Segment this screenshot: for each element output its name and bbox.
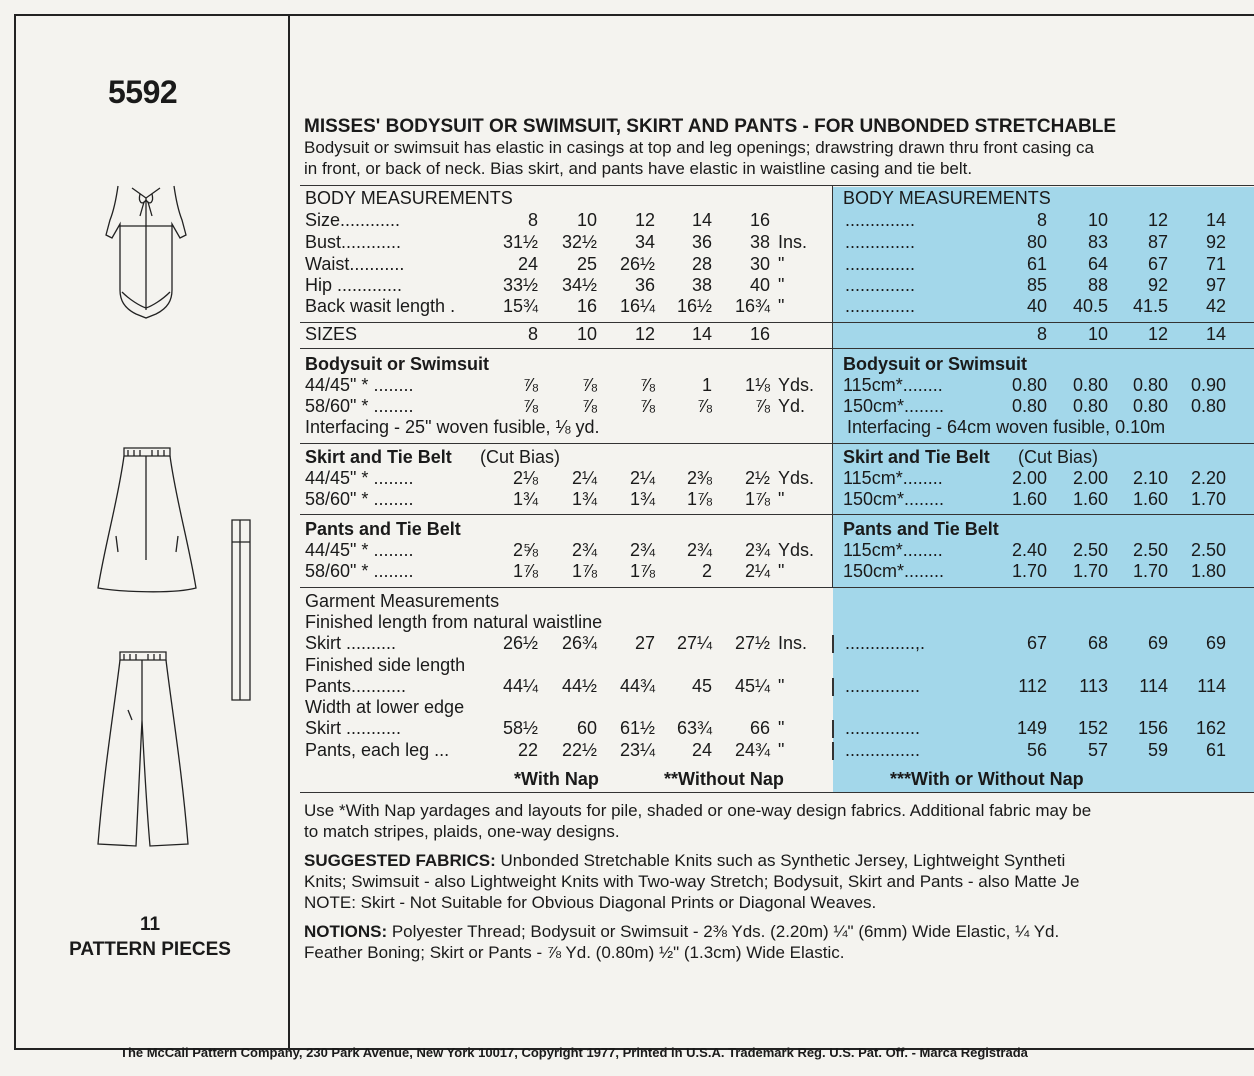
garment-subheading: Finished side length — [305, 655, 466, 675]
sizes-bottom-rule — [300, 348, 1254, 349]
row-label: Hip ............. — [305, 275, 403, 295]
row-dots: .............. — [845, 232, 916, 252]
pattern-number: 5592 — [108, 74, 178, 110]
row-value: 112 — [1018, 676, 1047, 696]
size-value: 12 — [634, 324, 655, 344]
row-value: 59 — [1147, 740, 1168, 760]
row-value: 44¼ — [502, 676, 538, 696]
size-value: 16 — [749, 324, 770, 344]
bodysuit-bottom-rule — [300, 443, 1254, 444]
row-value: 1⅛ — [744, 375, 770, 395]
row-unit: " — [778, 254, 785, 274]
row-value: 1.70 — [1190, 489, 1226, 509]
skirt-heading-note: (Cut Bias) — [1018, 447, 1099, 467]
row-value: 16½ — [676, 296, 712, 316]
bodysuit-heading: Bodysuit or Swimsuit — [305, 354, 490, 374]
row-value: 1.60 — [1072, 489, 1108, 509]
row-dots: ............... — [845, 740, 921, 760]
skirt-heading-note: (Cut Bias) — [480, 447, 561, 467]
row-value: 45 — [691, 676, 712, 696]
table-bottom-border — [300, 792, 1254, 793]
row-value: 2.50 — [1190, 540, 1226, 560]
row-value: 40 — [749, 275, 770, 295]
row-value: 16 — [749, 210, 770, 230]
row-value: 71 — [1205, 254, 1226, 274]
fabrics-text: NOTE: Skirt - Not Suitable for Obvious Diagonal Prints or Diagonal Weaves. — [304, 893, 877, 912]
row-value: 67 — [1147, 254, 1168, 274]
size-value: 8 — [527, 324, 538, 344]
row-dots: ............... — [845, 676, 921, 696]
row-value: 31½ — [502, 232, 538, 252]
row-value: 83 — [1087, 232, 1108, 252]
row-value: 2.50 — [1132, 540, 1168, 560]
row-label: Pants, each leg ... — [305, 740, 450, 760]
row-label: 150cm*........ — [843, 489, 945, 509]
notions-label: NOTIONS: — [304, 922, 388, 941]
with-or-without-nap-label: ***With or Without Nap — [890, 769, 1084, 789]
row-value: 30 — [749, 254, 770, 274]
row-value: 1⅞ — [571, 561, 597, 581]
row-value: 87 — [1147, 232, 1168, 252]
fabrics-text: Unbonded Stretchable Knits such as Synthetic Jersey, Lightweight Syntheti — [495, 851, 1066, 870]
row-value: 1⅞ — [512, 561, 538, 581]
row-unit: Yds. — [778, 540, 815, 560]
row-value: 0.80 — [1072, 375, 1108, 395]
row-value: 1.60 — [1011, 489, 1047, 509]
row-value: 61 — [1026, 254, 1047, 274]
row-label: 58/60" * ........ — [305, 489, 414, 509]
row-value: 10 — [1087, 210, 1108, 230]
size-value: 14 — [1205, 324, 1226, 344]
row-value: 2 — [701, 561, 712, 581]
row-value: 41.5 — [1132, 296, 1168, 316]
row-value: 28 — [691, 254, 712, 274]
row-value: ⅞ — [522, 375, 538, 395]
row-value: 2¾ — [744, 540, 770, 560]
row-value: 2.40 — [1011, 540, 1047, 560]
row-unit: " — [778, 296, 785, 316]
row-value: 0.90 — [1190, 375, 1226, 395]
row-value: 40 — [1026, 296, 1047, 316]
nap-note — [304, 800, 1091, 842]
row-value: 8 — [527, 210, 538, 230]
row-value: ⅞ — [639, 375, 655, 395]
row-value: 61½ — [619, 718, 655, 738]
row-value: 162 — [1195, 718, 1226, 738]
row-unit: " — [778, 275, 785, 295]
row-value: 88 — [1087, 275, 1108, 295]
row-unit: " — [778, 740, 785, 760]
row-value: ⅞ — [581, 375, 597, 395]
row-label: 150cm*........ — [843, 561, 945, 581]
row-value: 63¾ — [676, 718, 712, 738]
row-value: 80 — [1026, 232, 1047, 252]
row-unit: Ins. — [778, 633, 808, 653]
row-value: 16¼ — [619, 296, 655, 316]
row-value: 44½ — [561, 676, 597, 696]
row-value: 0.80 — [1072, 396, 1108, 416]
row-value: 1¾ — [512, 489, 538, 509]
row-label: 150cm*........ — [843, 396, 945, 416]
row-value: 85 — [1026, 275, 1047, 295]
size-value: 12 — [1147, 324, 1168, 344]
row-value: 24 — [517, 254, 538, 274]
bodysuit-heading: Bodysuit or Swimsuit — [843, 354, 1028, 374]
row-value: 156 — [1137, 718, 1168, 738]
body-measurements-header: BODY MEASUREMENTS — [305, 188, 513, 208]
pattern-title: MISSES' BODYSUIT OR SWIMSUIT, SKIRT AND PANTS - FOR UNBONDED STRETCHABLE — [304, 116, 1117, 137]
description-line: Bodysuit or swimsuit has elastic in casings at top and leg openings; drawstring drawn thru front casing ca — [304, 138, 1094, 157]
without-nap-label: **Without Nap — [664, 769, 784, 789]
table-top-border — [300, 185, 1254, 186]
row-value: 1¾ — [629, 489, 655, 509]
row-value: 25 — [576, 254, 597, 274]
skirt-bottom-rule — [300, 514, 1254, 515]
row-value: 15¾ — [502, 296, 538, 316]
row-unit: " — [778, 718, 785, 738]
row-value: 34 — [634, 232, 655, 252]
row-dots: ............... — [845, 718, 921, 738]
row-value: 2⅜ — [686, 468, 712, 488]
row-value: ⅞ — [581, 396, 597, 416]
row-label: Skirt ........... — [305, 718, 402, 738]
pattern-notes — [304, 800, 1091, 971]
row-value: 14 — [1205, 210, 1226, 230]
row-label: 115cm*........ — [843, 375, 943, 395]
row-value: 1⅞ — [629, 561, 655, 581]
sizes-label: SIZES — [305, 324, 358, 344]
description-line: in front, or back of neck. Bias skirt, and pants have elastic in waistline casing and tie belt. — [304, 159, 973, 178]
pieces-count: 11 — [139, 914, 161, 935]
row-value: 1.70 — [1072, 561, 1108, 581]
row-value: 12 — [1147, 210, 1168, 230]
row-value: 38 — [691, 275, 712, 295]
row-label: 58/60" * ........ — [305, 396, 414, 416]
garment-sketches — [80, 180, 270, 880]
row-value: 24¾ — [734, 740, 770, 760]
pants-sketch — [98, 652, 188, 846]
row-label: Size............ — [305, 210, 401, 230]
table-middle-border — [832, 185, 833, 588]
notions-text: Polyester Thread; Bodysuit or Swimsuit - 2⅜ Yds. (2.20m) ¼" (6mm) Wide Elastic, ¼ Yd. — [387, 922, 1060, 941]
column-tick — [832, 720, 834, 738]
row-value: 2½ — [744, 468, 770, 488]
row-value: 2.10 — [1132, 468, 1168, 488]
row-value: 27¼ — [676, 633, 712, 653]
row-value: 23¼ — [619, 740, 655, 760]
row-label: 44/45" * ........ — [305, 540, 414, 560]
row-value: 12 — [634, 210, 655, 230]
skirt-sketch — [98, 448, 196, 592]
row-value: 0.80 — [1190, 396, 1226, 416]
row-dots: .............. — [845, 275, 916, 295]
row-value: 114 — [1197, 676, 1226, 696]
row-value: 61 — [1205, 740, 1226, 760]
row-value: ⅞ — [696, 396, 712, 416]
size-value: 10 — [1087, 324, 1108, 344]
row-value: 14 — [691, 210, 712, 230]
row-value: 1.60 — [1132, 489, 1168, 509]
row-value: 152 — [1077, 718, 1108, 738]
row-unit: Yd. — [778, 396, 806, 416]
row-value: 26½ — [619, 254, 655, 274]
row-value: 40.5 — [1072, 296, 1108, 316]
row-value: 8 — [1036, 210, 1047, 230]
row-value: 0.80 — [1132, 396, 1168, 416]
row-value: 36 — [634, 275, 655, 295]
row-value: 1¾ — [571, 489, 597, 509]
row-value: 22 — [517, 740, 538, 760]
row-value: 10 — [576, 210, 597, 230]
row-unit: Yds. — [778, 468, 815, 488]
row-value: 2¼ — [571, 468, 597, 488]
row-label: 115cm*........ — [843, 468, 943, 488]
row-value: 45¼ — [734, 676, 770, 696]
garment-heading: Garment Measurements — [305, 591, 500, 611]
row-value: 114 — [1139, 676, 1168, 696]
row-value: 27 — [634, 633, 655, 653]
row-value: 2⅝ — [512, 540, 538, 560]
row-value: 34½ — [561, 275, 597, 295]
row-unit: " — [778, 561, 785, 581]
row-value: 2.00 — [1072, 468, 1108, 488]
row-value: 67 — [1026, 633, 1047, 653]
sizes-top-rule — [300, 322, 1254, 323]
row-value: 92 — [1205, 232, 1226, 252]
row-value: 0.80 — [1011, 396, 1047, 416]
row-label: Bust............ — [305, 232, 402, 252]
column-tick — [832, 678, 834, 696]
row-value: 2¼ — [629, 468, 655, 488]
row-value: 1.70 — [1011, 561, 1047, 581]
row-unit: Ins. — [778, 232, 808, 252]
row-value: 1 — [701, 375, 712, 395]
nap-note-line: Use *With Nap yardages and layouts for pile, shaded or one-way design fabrics. Additional fabric may be — [304, 801, 1092, 820]
row-value: 2¾ — [629, 540, 655, 560]
row-value: ⅞ — [522, 396, 538, 416]
skirt-heading: Skirt and Tie Belt — [305, 447, 452, 467]
pants-bottom-rule — [300, 587, 1254, 588]
row-value: 16 — [576, 296, 597, 316]
row-value: 26¾ — [561, 633, 597, 653]
row-unit: " — [778, 676, 785, 696]
row-value: 36 — [691, 232, 712, 252]
column-tick — [832, 742, 834, 760]
row-value: 2.00 — [1011, 468, 1047, 488]
column-divider — [288, 14, 290, 1048]
pieces-label: PATTERN PIECES — [69, 939, 231, 960]
row-value: 149 — [1016, 718, 1047, 738]
size-value: 14 — [691, 324, 712, 344]
pants-heading: Pants and Tie Belt — [843, 519, 999, 539]
row-value: 64 — [1087, 254, 1108, 274]
row-value: 2¾ — [571, 540, 597, 560]
fabrics-label: SUGGESTED FABRICS: — [304, 851, 496, 870]
pants-heading: Pants and Tie Belt — [305, 519, 461, 539]
row-value: 92 — [1147, 275, 1168, 295]
row-dots: .............. — [845, 296, 916, 316]
row-dots: ..............,. — [845, 633, 926, 653]
row-value: 27½ — [734, 633, 770, 653]
row-value: 32½ — [561, 232, 597, 252]
interfacing-note: Interfacing - 64cm woven fusible, 0.10m — [847, 417, 1166, 437]
suggested-fabrics — [304, 850, 1091, 913]
row-label: Pants........... — [305, 676, 407, 696]
with-nap-label: *With Nap — [514, 769, 599, 789]
pattern-pieces-count — [40, 912, 260, 962]
row-value: 0.80 — [1132, 375, 1168, 395]
row-value: ⅞ — [754, 396, 770, 416]
row-unit: Yds. — [778, 375, 815, 395]
size-value: 8 — [1036, 324, 1047, 344]
row-value: 44¾ — [619, 676, 655, 696]
row-value: 33½ — [502, 275, 538, 295]
row-value: 2⅛ — [512, 468, 538, 488]
pattern-description — [304, 137, 1094, 179]
row-dots: .............. — [845, 210, 916, 230]
fabrics-text: Knits; Swimsuit - also Lightweight Knits with Two-way Stretch; Bodysuit, Skirt and Pants - also Matte Je — [304, 872, 1080, 891]
row-value: 0.80 — [1011, 375, 1047, 395]
interfacing-note: Interfacing - 25" woven fusible, ⅛ yd. — [305, 417, 600, 437]
row-label: 115cm*........ — [843, 540, 943, 560]
row-value: 22½ — [561, 740, 597, 760]
row-value: 58½ — [502, 718, 538, 738]
garment-subheading: Width at lower edge — [305, 697, 465, 717]
row-value: 1⅞ — [744, 489, 770, 509]
row-value: 2¾ — [686, 540, 712, 560]
row-value: 42 — [1205, 296, 1226, 316]
row-value: 1⅞ — [686, 489, 712, 509]
row-value: 69 — [1205, 633, 1226, 653]
row-value: 2.50 — [1072, 540, 1108, 560]
row-unit: " — [778, 489, 785, 509]
tie-belt-sketch — [232, 520, 250, 700]
skirt-heading: Skirt and Tie Belt — [843, 447, 990, 467]
bodysuit-sketch — [106, 186, 186, 318]
row-value: 26½ — [502, 633, 538, 653]
row-value: 16¾ — [734, 296, 770, 316]
row-value: 24 — [691, 740, 712, 760]
row-value: 97 — [1205, 275, 1226, 295]
row-value: 38 — [749, 232, 770, 252]
publisher-footer: The McCall Pattern Company, 230 Park Avenue, New York 10017, Copyright 1977, Printed in U.S.A. Trademark Reg. U.S. Pat. Off. - Marca Registrada — [120, 1045, 1028, 1060]
row-value: 113 — [1079, 676, 1108, 696]
row-value: 68 — [1087, 633, 1108, 653]
garment-subheading: Finished length from natural waistline — [305, 612, 603, 632]
row-label: 44/45" * ........ — [305, 468, 414, 488]
row-value: 60 — [576, 718, 597, 738]
row-value: ⅞ — [639, 396, 655, 416]
notions — [304, 921, 1091, 963]
row-value: 69 — [1147, 633, 1168, 653]
notions-text: Feather Boning; Skirt or Pants - ⅞ Yd. (0.80m) ½" (1.3cm) Wide Elastic. — [304, 943, 845, 962]
row-label: Back wasit length . — [305, 296, 456, 316]
row-label: Skirt .......... — [305, 633, 397, 653]
size-value: 10 — [576, 324, 597, 344]
nap-note-line: to match stripes, plaids, one-way designs. — [304, 822, 620, 841]
body-measurements-header: BODY MEASUREMENTS — [843, 188, 1051, 208]
row-label: 44/45" * ........ — [305, 375, 414, 395]
row-value: 1.80 — [1190, 561, 1226, 581]
row-value: 57 — [1087, 740, 1108, 760]
row-value: 1.70 — [1132, 561, 1168, 581]
column-tick — [832, 635, 834, 653]
row-dots: .............. — [845, 254, 916, 274]
row-value: 56 — [1026, 740, 1047, 760]
row-label: Waist........... — [305, 254, 405, 274]
row-value: 66 — [749, 718, 770, 738]
row-value: 2.20 — [1190, 468, 1226, 488]
row-value: 2¼ — [744, 561, 770, 581]
row-label: 58/60" * ........ — [305, 561, 414, 581]
